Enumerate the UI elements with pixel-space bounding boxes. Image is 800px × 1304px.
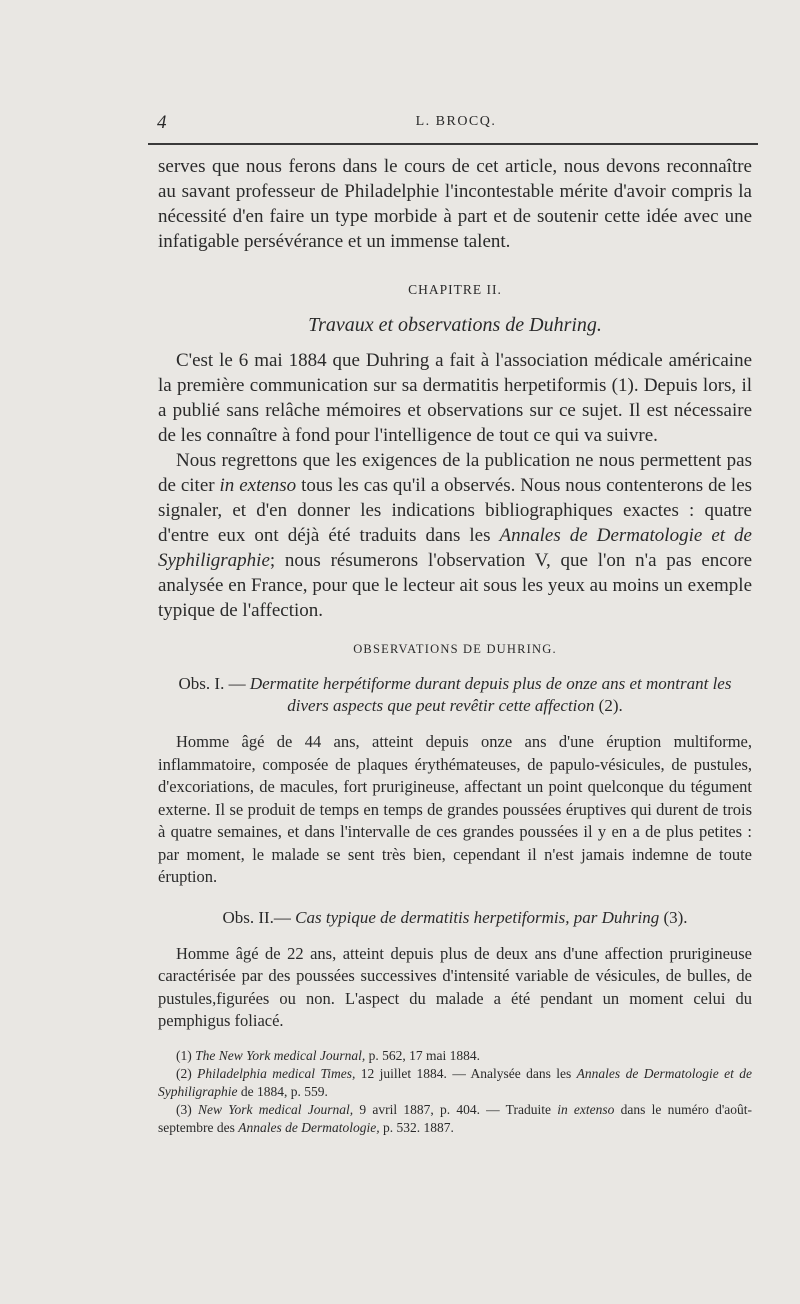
in-extenso-italic: in extenso <box>219 475 297 496</box>
journal-title-italic: Annales de Dermatologie et de Syphiligraphie <box>158 525 752 571</box>
running-head: L. BROCQ. <box>415 114 497 129</box>
paragraph-intro: serves que nous ferons dans le cours de cet article, nous devons reconnaître au savant professeur de Philadelphie l'incontestable mérite d'avoir compris la nécessité d'en faire un type morbide à part et de soutenir cette idée avec une infatigable persévérance et un immense talent. <box>158 156 752 252</box>
chapter-title: Travaux et observations de Duhring. <box>308 314 602 336</box>
paragraph-publication-note: Nous regrettons que les exigences de la publication ne nous permettent pas de citer in extenso tous les cas qu'il a observés. Nous nous contenterons de les signaler, et d'en donner les indications bibliographiques exactes : quatre d'entre eux ont déjà été traduits dans les Annales de Dermatologie et de Syphiligraphie; nous résumerons l'observation V, que l'on n'a pas encore analysée en France, pour que le lecteur ait sous les yeux au moins un exemple typique de l'affection. <box>158 450 753 621</box>
header-rule <box>148 143 758 145</box>
chapter-label: CHAPITRE II. <box>408 282 502 297</box>
footnote-1: (1) The New York medical Journal, p. 562, 17 mai 1884. <box>176 1047 480 1063</box>
section-heading: OBSERVATIONS DE DUHRING. <box>353 642 557 656</box>
paragraph-duhring-communication: C'est le 6 mai 1884 que Duhring a fait à l'association médicale américaine la première communication sur sa dermatitis herpetiformis (1). Depuis lors, il a publié sans relâche mémoires et observations sur ce sujet. Il est nécessaire de les connaître à fond pour l'intelligence de tout ce qui va suivre. <box>158 350 752 446</box>
page-header <box>157 112 755 138</box>
footnotes <box>158 1047 752 1137</box>
page-body <box>158 154 752 1137</box>
page-number: 4 <box>157 112 167 133</box>
footnote-3: (3) New York medical Journal, 9 avril 1887, p. 404. — Traduite in extenso dans le numéro d'août-septembre des Annales de Dermatologie, p. 532. 1887. <box>158 1101 753 1135</box>
observation-2-body: Homme âgé de 22 ans, atteint depuis plus de deux ans d'une affection prurigineuse caractérisée par des poussées successives d'intensité variable de vésicules, de bulles, de pustules,figurées ou non. L'aspect du malade a été pendant un moment celui du pemphigus foliacé. <box>158 943 752 1030</box>
observation-1-body: Homme âgé de 44 ans, atteint depuis onze ans d'une éruption multiforme, inflammatoire, composée de plaques érythémateuses, de papulo-vésicules, de pustules, d'excoriations, de macules, fort prurigineuse, affectant un point quelconque du tégument externe. Il se produit de temps en temps de grandes poussées éruptives qui durent de trois à quatre semaines, et dans l'intervalle de ces grandes poussées il y en a de plus petites : par moment, le malade se sent très bien, cependant il n'est jamais indemne de toute éruption. <box>158 732 752 886</box>
observation-2-heading: Obs. II.— Cas typique de dermatitis herpetiformis, par Duhring (3). <box>222 907 688 927</box>
observation-1-heading: Obs. I. — Dermatite herpétiforme durant depuis plus de onze ans et montrant les divers aspects que peut revêtir cette affection (2). <box>178 674 732 715</box>
footnote-2: (2) Philadelphia medical Times, 12 juillet 1884. — Analysée dans les Annales de Dermatologie et de Syphiligraphie de 1884, p. 559. <box>158 1065 752 1099</box>
